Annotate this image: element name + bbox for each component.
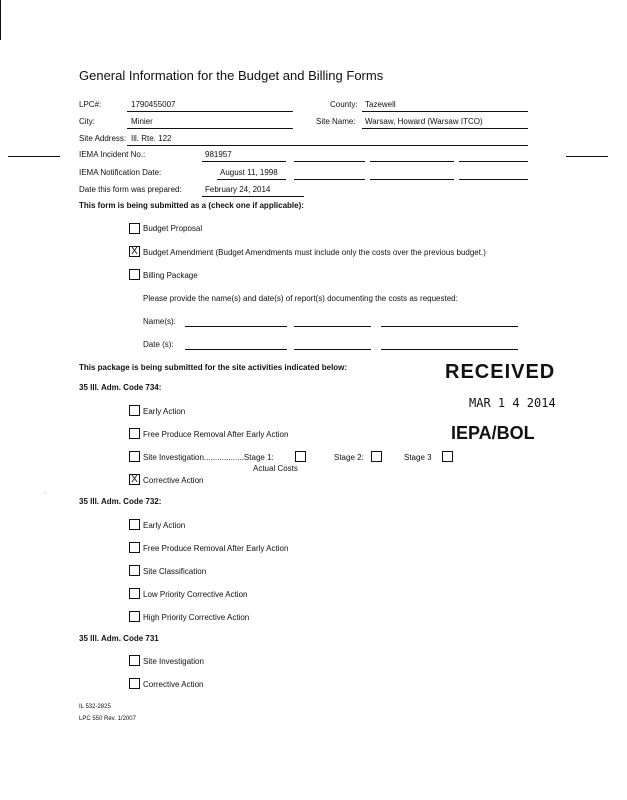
site-name-label: Site Name: [316, 117, 356, 126]
reports-note: Please provide the name(s) and date(s) of report(s) documenting the costs as requested: [143, 294, 458, 303]
code734-corrective-action-checkbox[interactable]: X [129, 474, 140, 485]
code732-high-priority-checkbox[interactable] [129, 611, 140, 622]
scan-edge-mark [0, 0, 1, 40]
city-line [127, 128, 293, 129]
date-prepared-label: Date this form was prepared: [79, 185, 182, 194]
code734-site-investigation-checkbox[interactable] [129, 451, 140, 462]
report-date-line-3[interactable] [381, 349, 518, 350]
form-revision: LPC 550 Rev. 1/2007 [79, 716, 136, 722]
stage-3-label: Stage 3 [404, 453, 432, 462]
code-734-heading: 35 Ill. Adm. Code 734: [79, 383, 162, 392]
code734-early-action-label: Early Action [143, 407, 186, 416]
code732-free-product-label: Free Produce Removal After Early Action [143, 544, 289, 553]
code731-site-investigation-checkbox[interactable] [129, 655, 140, 666]
iema-incident-label: IEMA Incident No.: [79, 150, 146, 159]
budget-amendment-checkbox[interactable]: X [129, 246, 140, 257]
report-dates-label: Date (s): [143, 340, 174, 349]
county-value: Tazewell [365, 100, 396, 109]
iema-notification-line-1 [217, 179, 286, 180]
billing-package-label: Billing Package [143, 271, 198, 280]
lpc-value: 1790455007 [131, 100, 176, 109]
stage-2-checkbox[interactable] [371, 451, 382, 462]
code734-early-action-checkbox[interactable] [129, 405, 140, 416]
code-732-heading: 35 Ill. Adm. Code 732: [79, 497, 162, 506]
form-code: IL 532-2825 [79, 704, 111, 710]
city-label: City: [79, 117, 95, 126]
code731-corrective-action-label: Corrective Action [143, 680, 204, 689]
budget-proposal-checkbox[interactable] [129, 223, 140, 234]
iema-incident-line-3 [370, 161, 454, 162]
code731-site-investigation-label: Site Investigation [143, 657, 204, 666]
budget-amendment-label: Budget Amendment (Budget Amendments must include only the costs over the previous budget.) [143, 248, 486, 257]
billing-package-checkbox[interactable] [129, 269, 140, 280]
iema-notification-line-4 [459, 179, 528, 180]
iema-notification-line-2 [294, 179, 365, 180]
site-name-line [362, 128, 528, 129]
code734-free-product-checkbox[interactable] [129, 428, 140, 439]
received-stamp-date: MAR 1 4 2014 [469, 396, 556, 410]
report-names-label: Name(s): [143, 317, 176, 326]
code732-early-action-label: Early Action [143, 521, 186, 530]
code732-early-action-checkbox[interactable] [129, 519, 140, 530]
budget-proposal-label: Budget Proposal [143, 224, 203, 233]
report-name-line-1[interactable] [185, 326, 287, 327]
page-title: General Information for the Budget and Billing Forms [79, 68, 384, 83]
iema-incident-line-1 [202, 161, 286, 162]
code732-site-classification-checkbox[interactable] [129, 565, 140, 576]
submission-heading: This form is being submitted as a (check one if applicable): [79, 201, 304, 210]
iema-incident-line-4 [459, 161, 528, 162]
city-value: Minier [131, 117, 153, 126]
report-date-line-2[interactable] [294, 349, 371, 350]
code732-low-priority-label: Low Priority Corrective Action [143, 590, 248, 599]
code732-high-priority-label: High Priority Corrective Action [143, 613, 250, 622]
date-prepared-line [202, 196, 304, 197]
scan-dash-right [566, 156, 608, 157]
code734-site-investigation-label: Site Investigation..................Stage 1: [143, 453, 274, 462]
iema-notification-value: August 11, 1998 [220, 168, 278, 177]
report-date-line-1[interactable] [185, 349, 287, 350]
lpc-label: LPC#: [79, 100, 102, 109]
code732-low-priority-checkbox[interactable] [129, 588, 140, 599]
scan-dash-left [8, 156, 60, 157]
code731-corrective-action-checkbox[interactable] [129, 678, 140, 689]
actual-costs-label: Actual Costs [253, 464, 298, 473]
site-name-value: Warsaw, Howard (Warsaw ITCO) [365, 117, 483, 126]
iema-incident-line-2 [294, 161, 365, 162]
date-prepared-value: February 24, 2014 [205, 185, 271, 194]
stage-2-label: Stage 2: [334, 453, 364, 462]
iema-notification-line-3 [370, 179, 454, 180]
code734-free-product-label: Free Produce Removal After Early Action [143, 430, 289, 439]
site-address-label: Site Address: [79, 134, 127, 143]
lpc-line [127, 111, 293, 112]
scan-speck: · [44, 490, 46, 496]
code732-free-product-checkbox[interactable] [129, 542, 140, 553]
activities-heading: This package is being submitted for the site activities indicated below: [79, 363, 348, 372]
stage-3-checkbox[interactable] [442, 451, 453, 462]
stage-1-checkbox[interactable] [295, 451, 306, 462]
code732-site-classification-label: Site Classification [143, 567, 207, 576]
site-address-line [127, 145, 528, 146]
county-label: County: [330, 100, 358, 109]
code-731-heading: 35 Ill. Adm. Code 731 [79, 634, 159, 643]
county-line [362, 111, 528, 112]
report-name-line-3[interactable] [381, 326, 518, 327]
received-stamp: RECEIVED [445, 361, 556, 383]
iema-notification-label: IEMA Notification Date: [79, 168, 162, 177]
site-address-value: Ill. Rte. 122 [131, 134, 172, 143]
received-stamp-office: IEPA/BOL [451, 423, 535, 443]
iema-incident-value: 981957 [205, 150, 232, 159]
report-name-line-2[interactable] [294, 326, 371, 327]
code734-corrective-action-label: Corrective Action [143, 476, 204, 485]
